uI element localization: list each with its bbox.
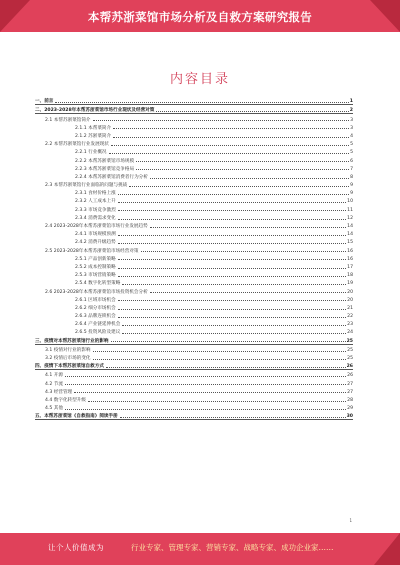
- toc-entry[interactable]: [35, 155, 353, 163]
- toc-entry[interactable]: [35, 270, 353, 278]
- toc-entry[interactable]: [35, 131, 353, 139]
- footer-roles: 行业专家、管理专家、营销专家、战略专家、成功企业家……: [131, 543, 334, 552]
- page-header: [0, 0, 400, 32]
- toc-entry-label: 2.3.2 人工成本上升: [75, 199, 116, 205]
- toc-entry-page: 30: [346, 414, 353, 420]
- toc-entry[interactable]: [35, 245, 353, 253]
- toc-entry[interactable]: [35, 221, 353, 229]
- toc-entry-label: 2.6.3 品牌连锁机会: [75, 314, 116, 320]
- toc-entry[interactable]: [35, 370, 353, 378]
- toc-entry-label: 2.5.2 成本控制策略: [75, 264, 116, 270]
- toc-leader-dots: [122, 333, 346, 334]
- toc-leader-dots: [120, 417, 346, 418]
- toc-entry-page: 3: [350, 117, 353, 123]
- toc-leader-dots: [93, 120, 350, 121]
- toc-entry-page: 23: [347, 322, 353, 328]
- toc-entry-label: 2.2.1 行业概况: [75, 150, 107, 156]
- footer-slogan: 让个人价值成为: [48, 543, 104, 552]
- toc-entry-label: 2.3 本帮苏浙菜馆行业面临的问题与挑战: [45, 183, 128, 189]
- toc-leader-dots: [150, 178, 349, 179]
- toc-entry-label: 4.5 其他: [45, 406, 63, 412]
- toc-leader-dots: [156, 111, 348, 112]
- toc-leader-dots: [118, 309, 346, 310]
- toc-leader-dots: [136, 169, 349, 170]
- toc-entry-page: 27: [347, 381, 353, 387]
- toc-entry-page: 3: [350, 125, 353, 131]
- toc-entry-page: 14: [347, 232, 353, 238]
- toc-entry[interactable]: [35, 403, 353, 411]
- toc-entry-page: 17: [347, 264, 353, 270]
- toc-entry-label: 2.6.4 产业链延伸机会: [75, 322, 121, 328]
- toc-entry-page: 24: [347, 330, 353, 336]
- toc-leader-dots: [111, 145, 349, 146]
- toc-entry-label: 4.2 节流: [45, 381, 63, 387]
- toc-entry-label: 2.5.4 数字化转型策略: [75, 281, 121, 287]
- toc-leader-dots: [118, 210, 346, 211]
- toc-leader-dots: [113, 128, 349, 129]
- toc-entry[interactable]: [35, 262, 353, 270]
- toc-entry-page: 25: [347, 347, 353, 353]
- toc-entry-page: 7: [350, 166, 353, 172]
- toc-entry[interactable]: [35, 411, 353, 420]
- toc-leader-dots: [118, 202, 346, 203]
- toc-entry-page: 6: [350, 158, 353, 164]
- toc-leader-dots: [93, 351, 347, 352]
- toc-entry-label: 2.6 2023-2028年本帮苏浙菜馆市场投资机会分析: [45, 289, 148, 295]
- toc-entry-label: 2.1.2 苏浙菜简介: [75, 133, 112, 139]
- toc-leader-dots: [74, 392, 346, 393]
- toc-entry-page: 20: [347, 297, 353, 303]
- toc-leader-dots: [118, 235, 346, 236]
- toc-entry-label: 2.1 本帮苏浙菜馆简介: [45, 117, 91, 123]
- toc-entry-page: 26: [346, 364, 353, 370]
- toc-entry-label: 五、本帮苏浙菜馆《自救指南》阅读手册: [35, 414, 118, 420]
- toc-entry-label: 2.5 2023-2028年本帮苏浙菜馆市场经营对策: [45, 248, 139, 254]
- toc-entry[interactable]: [35, 96, 353, 105]
- toc-leader-dots: [150, 292, 346, 293]
- toc-leader-dots: [118, 317, 346, 318]
- toc-entry-page: 16: [347, 256, 353, 262]
- toc-entry[interactable]: [35, 204, 353, 212]
- toc-entry[interactable]: [35, 295, 353, 303]
- toc-entry[interactable]: [35, 139, 353, 147]
- toc-entry-label: 3.1 疫情对行业的影响: [45, 347, 91, 353]
- table-of-contents: [35, 96, 353, 420]
- page-number: 1: [349, 518, 352, 523]
- toc-entry[interactable]: [35, 164, 353, 172]
- toc-leader-dots: [150, 227, 346, 228]
- toc-entry[interactable]: [35, 319, 353, 327]
- toc-entry[interactable]: [35, 311, 353, 319]
- toc-entry-label: 2.6.5 投资风险及建议: [75, 330, 121, 336]
- toc-entry-label: 2.2.2 本帮苏浙菜馆市场规模: [75, 158, 135, 164]
- toc-leader-dots: [118, 276, 346, 277]
- toc-entry-page: 21: [347, 305, 353, 311]
- footer-corner-decoration: [374, 533, 400, 565]
- toc-leader-dots: [93, 359, 347, 360]
- toc-entry[interactable]: [35, 335, 353, 344]
- toc-entry-page: 2: [349, 108, 353, 114]
- toc-entry-label: 2.2.3 本帮苏浙菜馆竞争格局: [75, 166, 135, 172]
- toc-entry-page: 5: [350, 150, 353, 156]
- toc-entry[interactable]: [35, 147, 353, 155]
- toc-entry[interactable]: [35, 303, 353, 311]
- toc-leader-dots: [109, 153, 350, 154]
- toc-entry[interactable]: [35, 213, 353, 221]
- page-footer: [0, 533, 400, 565]
- toc-leader-dots: [106, 367, 346, 368]
- toc-leader-dots: [118, 243, 346, 244]
- toc-entry-page: 4: [350, 133, 353, 139]
- toc-leader-dots: [111, 341, 346, 342]
- toc-entry-page: 9: [350, 191, 353, 197]
- toc-entry[interactable]: [35, 114, 353, 122]
- toc-leader-dots: [88, 401, 346, 402]
- toc-entry[interactable]: [35, 188, 353, 196]
- toc-entry-page: 14: [347, 224, 353, 229]
- toc-entry-page: 25: [346, 338, 353, 344]
- toc-leader-dots: [118, 259, 346, 260]
- toc-entry-page: 10: [347, 199, 353, 205]
- toc-leader-dots: [65, 384, 346, 385]
- toc-entry[interactable]: [35, 361, 353, 370]
- toc-entry-label: 2.2.4 本帮苏浙菜馆消费者行为分析: [75, 174, 148, 180]
- toc-leader-dots: [129, 186, 349, 187]
- toc-leader-dots: [141, 251, 347, 252]
- toc-entry[interactable]: [35, 345, 353, 353]
- toc-entry-label: 2.5.1 产品创新策略: [75, 256, 116, 262]
- toc-entry-label: 2.1.1 本帮菜简介: [75, 125, 112, 131]
- toc-entry[interactable]: [35, 172, 353, 180]
- toc-entry-page: 26: [347, 373, 353, 379]
- toc-entry-page: 11: [347, 207, 353, 213]
- toc-entry-label: 2.3.4 消费需求变化: [75, 215, 116, 221]
- toc-entry[interactable]: [35, 278, 353, 286]
- toc-entry[interactable]: [35, 237, 353, 245]
- toc-entry-label: 二、2023-2028年本帮苏浙菜馆市场行业现状及经营对策: [35, 108, 155, 114]
- toc-leader-dots: [118, 268, 346, 269]
- toc-entry-page: 8: [350, 174, 353, 180]
- toc-entry[interactable]: [35, 123, 353, 131]
- toc-leader-dots: [55, 102, 348, 103]
- toc-entry[interactable]: [35, 229, 353, 237]
- toc-entry-page: 25: [347, 356, 353, 361]
- toc-entry-label: 2.6.2 细分市场机会: [75, 305, 116, 311]
- toc-entry-label: 三、疫情对本帮苏浙菜馆行业的影响: [35, 338, 109, 344]
- toc-entry-label: 四、疫情下本帮苏浙菜馆自救方式: [35, 364, 104, 370]
- toc-entry-page: 22: [347, 314, 353, 320]
- toc-entry[interactable]: [35, 105, 353, 114]
- toc-leader-dots: [118, 194, 349, 195]
- toc-entry[interactable]: [35, 378, 353, 386]
- toc-heading: 内容目录: [169, 72, 230, 87]
- toc-leader-dots: [136, 161, 349, 162]
- toc-entry-label: 2.3.3 市场竞争激烈: [75, 207, 116, 213]
- toc-entry-label: 4.1 开源: [45, 373, 63, 379]
- toc-entry-page: 19: [347, 281, 353, 287]
- toc-leader-dots: [122, 325, 346, 326]
- toc-entry-page: 28: [347, 397, 353, 403]
- toc-entry-label: 2.4.1 市场规模预测: [75, 232, 116, 238]
- toc-entry-label: 3.2 疫情后市场的变化: [45, 356, 91, 361]
- toc-entry-label: 2.4 2023-2028年本帮苏浙菜馆市场行业发展趋势: [45, 224, 148, 229]
- toc-leader-dots: [65, 376, 346, 377]
- toc-entry[interactable]: [35, 196, 353, 204]
- toc-entry-page: 15: [347, 240, 353, 246]
- toc-leader-dots: [122, 284, 346, 285]
- toc-entry[interactable]: [35, 395, 353, 403]
- toc-entry-page: 1: [349, 99, 353, 105]
- toc-leader-dots: [113, 137, 349, 138]
- toc-entry[interactable]: [35, 353, 353, 361]
- toc-entry[interactable]: [35, 286, 353, 294]
- toc-entry-page: 20: [347, 289, 353, 295]
- toc-entry[interactable]: [35, 180, 353, 188]
- toc-entry-label: 2.2 本帮苏浙菜馆行业发展现状: [45, 142, 109, 148]
- toc-entry-label: 2.4.2 消费升级趋势: [75, 240, 116, 246]
- toc-entry-label: 4.4 数字化转型升级: [45, 397, 86, 403]
- toc-leader-dots: [118, 300, 346, 301]
- toc-entry-label: 4.3 经营管理: [45, 389, 73, 395]
- toc-entry[interactable]: [35, 254, 353, 262]
- toc-entry-page: 18: [347, 273, 353, 279]
- toc-leader-dots: [118, 219, 346, 220]
- toc-entry-page: 27: [347, 389, 353, 395]
- toc-leader-dots: [65, 409, 346, 410]
- toc-entry[interactable]: [35, 387, 353, 395]
- toc-entry-page: 29: [347, 406, 353, 412]
- toc-entry-page: 5: [350, 142, 353, 148]
- toc-entry-label: 2.3.1 食材价格上涨: [75, 191, 116, 197]
- toc-entry-label: 一、前言: [35, 99, 54, 105]
- toc-entry-page: 12: [347, 215, 353, 221]
- report-title: 本帮苏浙菜馆市场分析及自救方案研究报告: [87, 10, 313, 24]
- toc-entry-label: 2.6.1 区域市场机会: [75, 297, 116, 303]
- toc-entry[interactable]: [35, 327, 353, 335]
- toc-entry-page: 16: [347, 248, 353, 254]
- toc-entry-label: 2.5.3 市场营销策略: [75, 273, 116, 279]
- toc-entry-page: 9: [350, 183, 353, 189]
